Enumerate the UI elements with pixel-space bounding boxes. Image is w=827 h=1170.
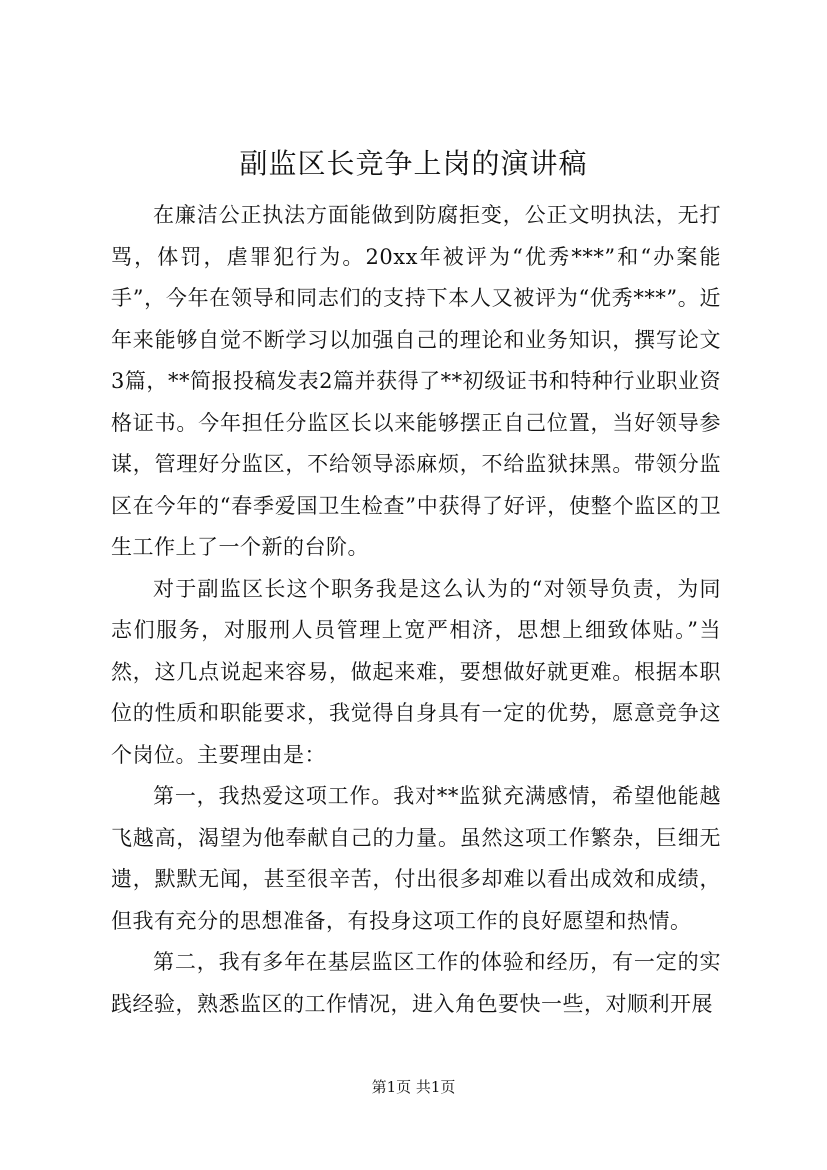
paragraph: 第二，我有多年在基层监区工作的体验和经历，有一定的实践经验，熟悉监区的工作情况，进入角色要快一些，对顺利开展 (111, 950, 721, 1016)
page-footer: 第1页 共1页 (371, 1078, 456, 1096)
paragraph: 对于副监区长这个职务我是这么认为的“对领导负责，为同志们服务，对服刑人员管理上宽严相济，思想上细致体贴。”当然，这几点说起来容易，做起来难，要想做好就更难。根据本职位的性质和职能要求，我觉得自身具有一定的优势，愿意竞争这个岗位。主要理由是： (111, 576, 721, 767)
document-body (111, 195, 721, 1025)
paragraph: 在廉洁公正执法方面能做到防腐拒变，公正文明执法，无打骂，体罚，虐罪犯行为。20xx年被评为“优秀***”和“办案能手”，今年在领导和同志们的支持下本人又被评为“优秀***”。近年来能够自觉不断学习以加强自己的理论和业务知识，撰写论文3篇，**简报投稿发表2篇并获得了**初级证书和特种行业职业资格证书。今年担任分监区长以来能够摆正自己位置，当好领导参谋，管理好分监区，不给领导添麻烦，不给监狱抹黑。带领分监区在今年的“春季爱国卫生检查”中获得了好评，使整个监区的卫生工作上了一个新的台阶。 (111, 203, 721, 559)
document-title: 副监区长竞争上岗的演讲稿 (239, 147, 588, 180)
paragraph: 第一，我热爱这项工作。我对**监狱充满感情，希望他能越飞越高，渴望为他奉献自己的力量。虽然这项工作繁杂，巨细无遗，默默无闻，甚至很辛苦，付出很多却难以看出成效和成绩，但我有充分的思想准备，有投身这项工作的良好愿望和热情。 (111, 784, 721, 933)
